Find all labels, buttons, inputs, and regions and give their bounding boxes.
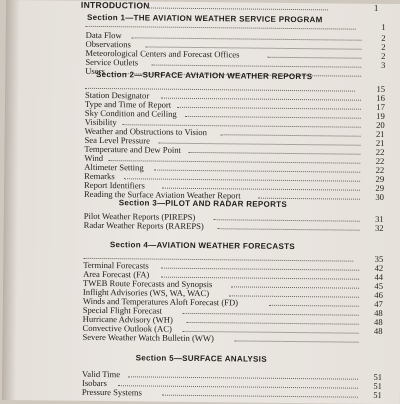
entry-page: 2 bbox=[368, 33, 386, 43]
entry-label: Special Flight Forecast bbox=[83, 305, 162, 316]
entry-page: 51 bbox=[364, 381, 382, 391]
toc-entry[interactable] bbox=[84, 220, 384, 233]
entry-label: Winds and Temperatures Aloft Forecast (FD) bbox=[83, 296, 238, 308]
intro-page: 1 bbox=[374, 3, 379, 13]
entry-label: Service Outlets bbox=[85, 57, 138, 68]
leader-dots bbox=[162, 395, 358, 398]
entry-page: 20 bbox=[367, 120, 385, 130]
entry-label: Terminal Forecasts bbox=[83, 260, 149, 271]
section-1-heading: Section 1—THE AVIATION WEATHER SERVICE PROGRAM bbox=[6, 12, 400, 25]
entry-page: 35 bbox=[365, 254, 383, 264]
entry-page: 16 bbox=[367, 93, 385, 103]
entry-page: 30 bbox=[366, 192, 384, 202]
leader-dots bbox=[234, 340, 358, 342]
entry-page: 21 bbox=[366, 138, 384, 148]
entry-label: Pressure Systems bbox=[82, 387, 142, 398]
entry-page: 46 bbox=[365, 290, 383, 300]
entry-label: Station Designator bbox=[85, 90, 149, 101]
intro-label: INTRODUCTION bbox=[81, 0, 150, 11]
toc-entry[interactable] bbox=[82, 332, 382, 345]
entry-label: Valid Time bbox=[82, 369, 120, 379]
entry-page: 15 bbox=[367, 84, 385, 94]
entry-label: Temperature and Dew Point bbox=[84, 144, 181, 155]
entry-page: 48 bbox=[365, 326, 383, 336]
entry-label: Report Identifiers bbox=[84, 180, 145, 191]
entry-page: 48 bbox=[365, 317, 383, 327]
entry-page: 29 bbox=[366, 174, 384, 184]
entry-page: 51 bbox=[364, 372, 382, 382]
entry-page: 29 bbox=[366, 183, 384, 193]
entry-label: Sky Condition and Ceiling bbox=[85, 108, 177, 119]
toc-entry[interactable] bbox=[82, 387, 382, 400]
entry-page: 31 bbox=[366, 214, 384, 224]
entry-label: Sea Level Pressure bbox=[84, 135, 149, 146]
entry-page: 1 bbox=[368, 22, 386, 32]
entry-page: 22 bbox=[366, 156, 384, 166]
entry-label: Observations bbox=[85, 39, 130, 49]
intro-leader bbox=[148, 7, 328, 10]
entry-label: Reading the Surface Aviation Weather Report bbox=[84, 189, 241, 201]
entry-label: Area Forecast (FA) bbox=[83, 269, 149, 280]
entry-label: Visibility bbox=[85, 117, 117, 127]
section-5-heading: Section 5—SURFACE ANALYSIS bbox=[2, 352, 400, 365]
entry-page: 2 bbox=[367, 51, 385, 61]
toc-page bbox=[2, 0, 400, 404]
entry-page: 42 bbox=[365, 263, 383, 273]
entry-page: 19 bbox=[367, 111, 385, 121]
entry-label: Remarks bbox=[84, 171, 115, 181]
entry-page: 44 bbox=[365, 272, 383, 282]
entry-page: 47 bbox=[365, 299, 383, 309]
entry-label: Pilot Weather Reports (PIREPS) bbox=[84, 211, 196, 222]
leader-dots bbox=[86, 26, 356, 30]
entry-label: Isobars bbox=[82, 378, 107, 388]
entry-label: Convective Outlook (AC) bbox=[83, 323, 172, 334]
entry-label: Weather and Obstructions to Vision bbox=[85, 126, 207, 137]
entry-label: Type and Time of Report bbox=[85, 99, 171, 110]
entry-label: Users bbox=[85, 66, 105, 76]
section-3-heading: Section 3—PILOT AND RADAR REPORTS bbox=[4, 197, 400, 210]
entry-label: TWEB Route Forecasts and Synopsis bbox=[83, 278, 212, 289]
entry-label: Altimeter Setting bbox=[84, 162, 144, 173]
entry-page: 45 bbox=[365, 281, 383, 291]
entry-page: 21 bbox=[367, 129, 385, 139]
entry-page: 2 bbox=[367, 42, 385, 52]
entry-label: Meteorological Centers and Forecast Offices bbox=[85, 48, 239, 60]
entry-label: Severe Weather Watch Bulletin (WW) bbox=[82, 332, 214, 343]
entry-page: 22 bbox=[366, 147, 384, 157]
entry-label: Inflight Advisories (WS, WA, WAC) bbox=[83, 287, 209, 298]
entry-label: Data Flow bbox=[86, 30, 122, 40]
entry-page: 32 bbox=[366, 223, 384, 233]
section-4-heading: Section 4—AVIATION WEATHER FORECASTS bbox=[3, 239, 400, 252]
entry-page: 3 bbox=[367, 60, 385, 70]
entry-page: 48 bbox=[365, 308, 383, 318]
entry-page: 51 bbox=[364, 390, 382, 400]
entry-label: Radar Weather Reports (RAREPS) bbox=[84, 220, 204, 231]
leader-dots bbox=[218, 228, 360, 230]
section-2-heading: Section 2—SURFACE AVIATION WEATHER REPORTS bbox=[5, 69, 400, 82]
entry-page: 17 bbox=[367, 102, 385, 112]
entry-label: Wind bbox=[84, 153, 103, 163]
entry-label: Hurricane Advisory (WH) bbox=[83, 314, 173, 325]
entry-page: 22 bbox=[366, 165, 384, 175]
